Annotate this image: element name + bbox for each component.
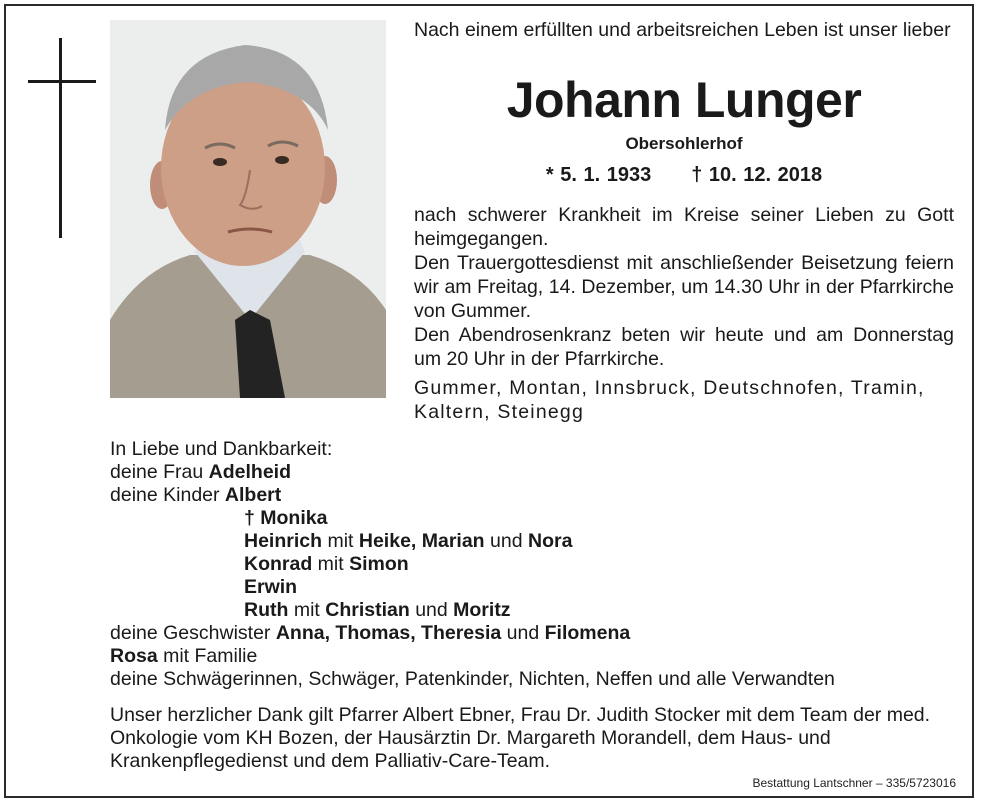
funeral-paragraph: Den Trauergottesdienst mit anschließender Beisetzung feiern wir am Freitag, 14. Dezember, um 14.30 Uhr in der Pfarrkirche von Gummer. (414, 252, 954, 322)
farm-name: Obersohlerhof (625, 134, 743, 153)
child-line (110, 553, 960, 576)
wife-prefix: deine Frau (110, 461, 204, 483)
child-name: Albert (224, 484, 282, 506)
connector-text: mit (327, 530, 354, 552)
grandchild-names: Christian (325, 599, 410, 621)
rosa-line (110, 645, 960, 668)
announcement-paragraph: nach schwerer Krankheit im Kreise seiner Lieben zu Gott heimgegangen. (414, 204, 954, 250)
connector-text: und (490, 530, 523, 552)
cross-icon-vertical (59, 38, 62, 238)
birth-date: * 5. 1. 1933 (545, 164, 652, 186)
grandchild-names: Nora (528, 530, 573, 552)
places-list: Gummer, Montan, Innsbruck, Deutschnofen, Tramin, Kaltern, Steinegg (414, 377, 925, 423)
connector-text: und (506, 622, 540, 644)
children-prefix: deine Kinder (110, 484, 220, 506)
child-name: Erwin (244, 576, 298, 598)
cross-icon-horizontal (28, 80, 96, 83)
child-line (110, 576, 960, 599)
wife-line (110, 461, 960, 484)
sibling-names: Filomena (544, 622, 631, 644)
relative-suffix: mit Familie (163, 645, 258, 667)
grandchild-names: Heike, Marian (358, 530, 485, 552)
connector-text: mit (317, 553, 344, 575)
mourners-list (110, 438, 960, 691)
portrait-photo (110, 20, 386, 398)
mourners-heading: In Liebe und Dankbarkeit: (110, 438, 333, 460)
rosary-paragraph: Den Abendrosenkranz beten wir heute und am Donnerstag um 20 Uhr in der Pfarrkirche. (414, 324, 954, 370)
children-line (110, 484, 960, 507)
child-name: † Monika (244, 507, 328, 529)
wife-name: Adelheid (208, 461, 291, 483)
child-name: Ruth (244, 599, 289, 621)
siblings-prefix: deine Geschwister (110, 622, 271, 644)
child-name: Heinrich (244, 530, 323, 552)
child-name: Konrad (244, 553, 313, 575)
child-line (110, 507, 960, 530)
grandchild-names: Moritz (453, 599, 511, 621)
thanks-text: Unser herzlicher Dank gilt Pfarrer Albert Ebner, Frau Dr. Judith Stocker mit dem Team der med. Onkologie vom KH Bozen, der Hausärztin Dr. Margareth Morandell, dem Haus- und Krankenpflegedienst und dem Palliativ-Care-Team. (110, 704, 931, 772)
death-date: † 10. 12. 2018 (691, 164, 823, 186)
relatives-line: deine Schwägerinnen, Schwäger, Patenkinder, Nichten, Neffen und alle Verwandten (110, 668, 835, 690)
portrait-illustration (110, 20, 386, 398)
sibling-names: Anna, Thomas, Theresia (275, 622, 502, 644)
siblings-line (110, 622, 960, 645)
connector-text: mit (293, 599, 320, 621)
intro-text: Nach einem erfüllten und arbeitsreichen Leben ist unser lieber (414, 19, 951, 41)
child-line (110, 599, 960, 622)
announcement-text (414, 203, 954, 371)
funeral-home-footer: Bestattung Lantschner – 335/5723016 (752, 776, 956, 790)
life-dates (414, 161, 954, 189)
connector-text: und (415, 599, 448, 621)
grandchild-names: Simon (349, 553, 409, 575)
relative-name: Rosa (110, 645, 158, 667)
child-line (110, 530, 960, 553)
deceased-name: Johann Lunger (506, 72, 862, 128)
